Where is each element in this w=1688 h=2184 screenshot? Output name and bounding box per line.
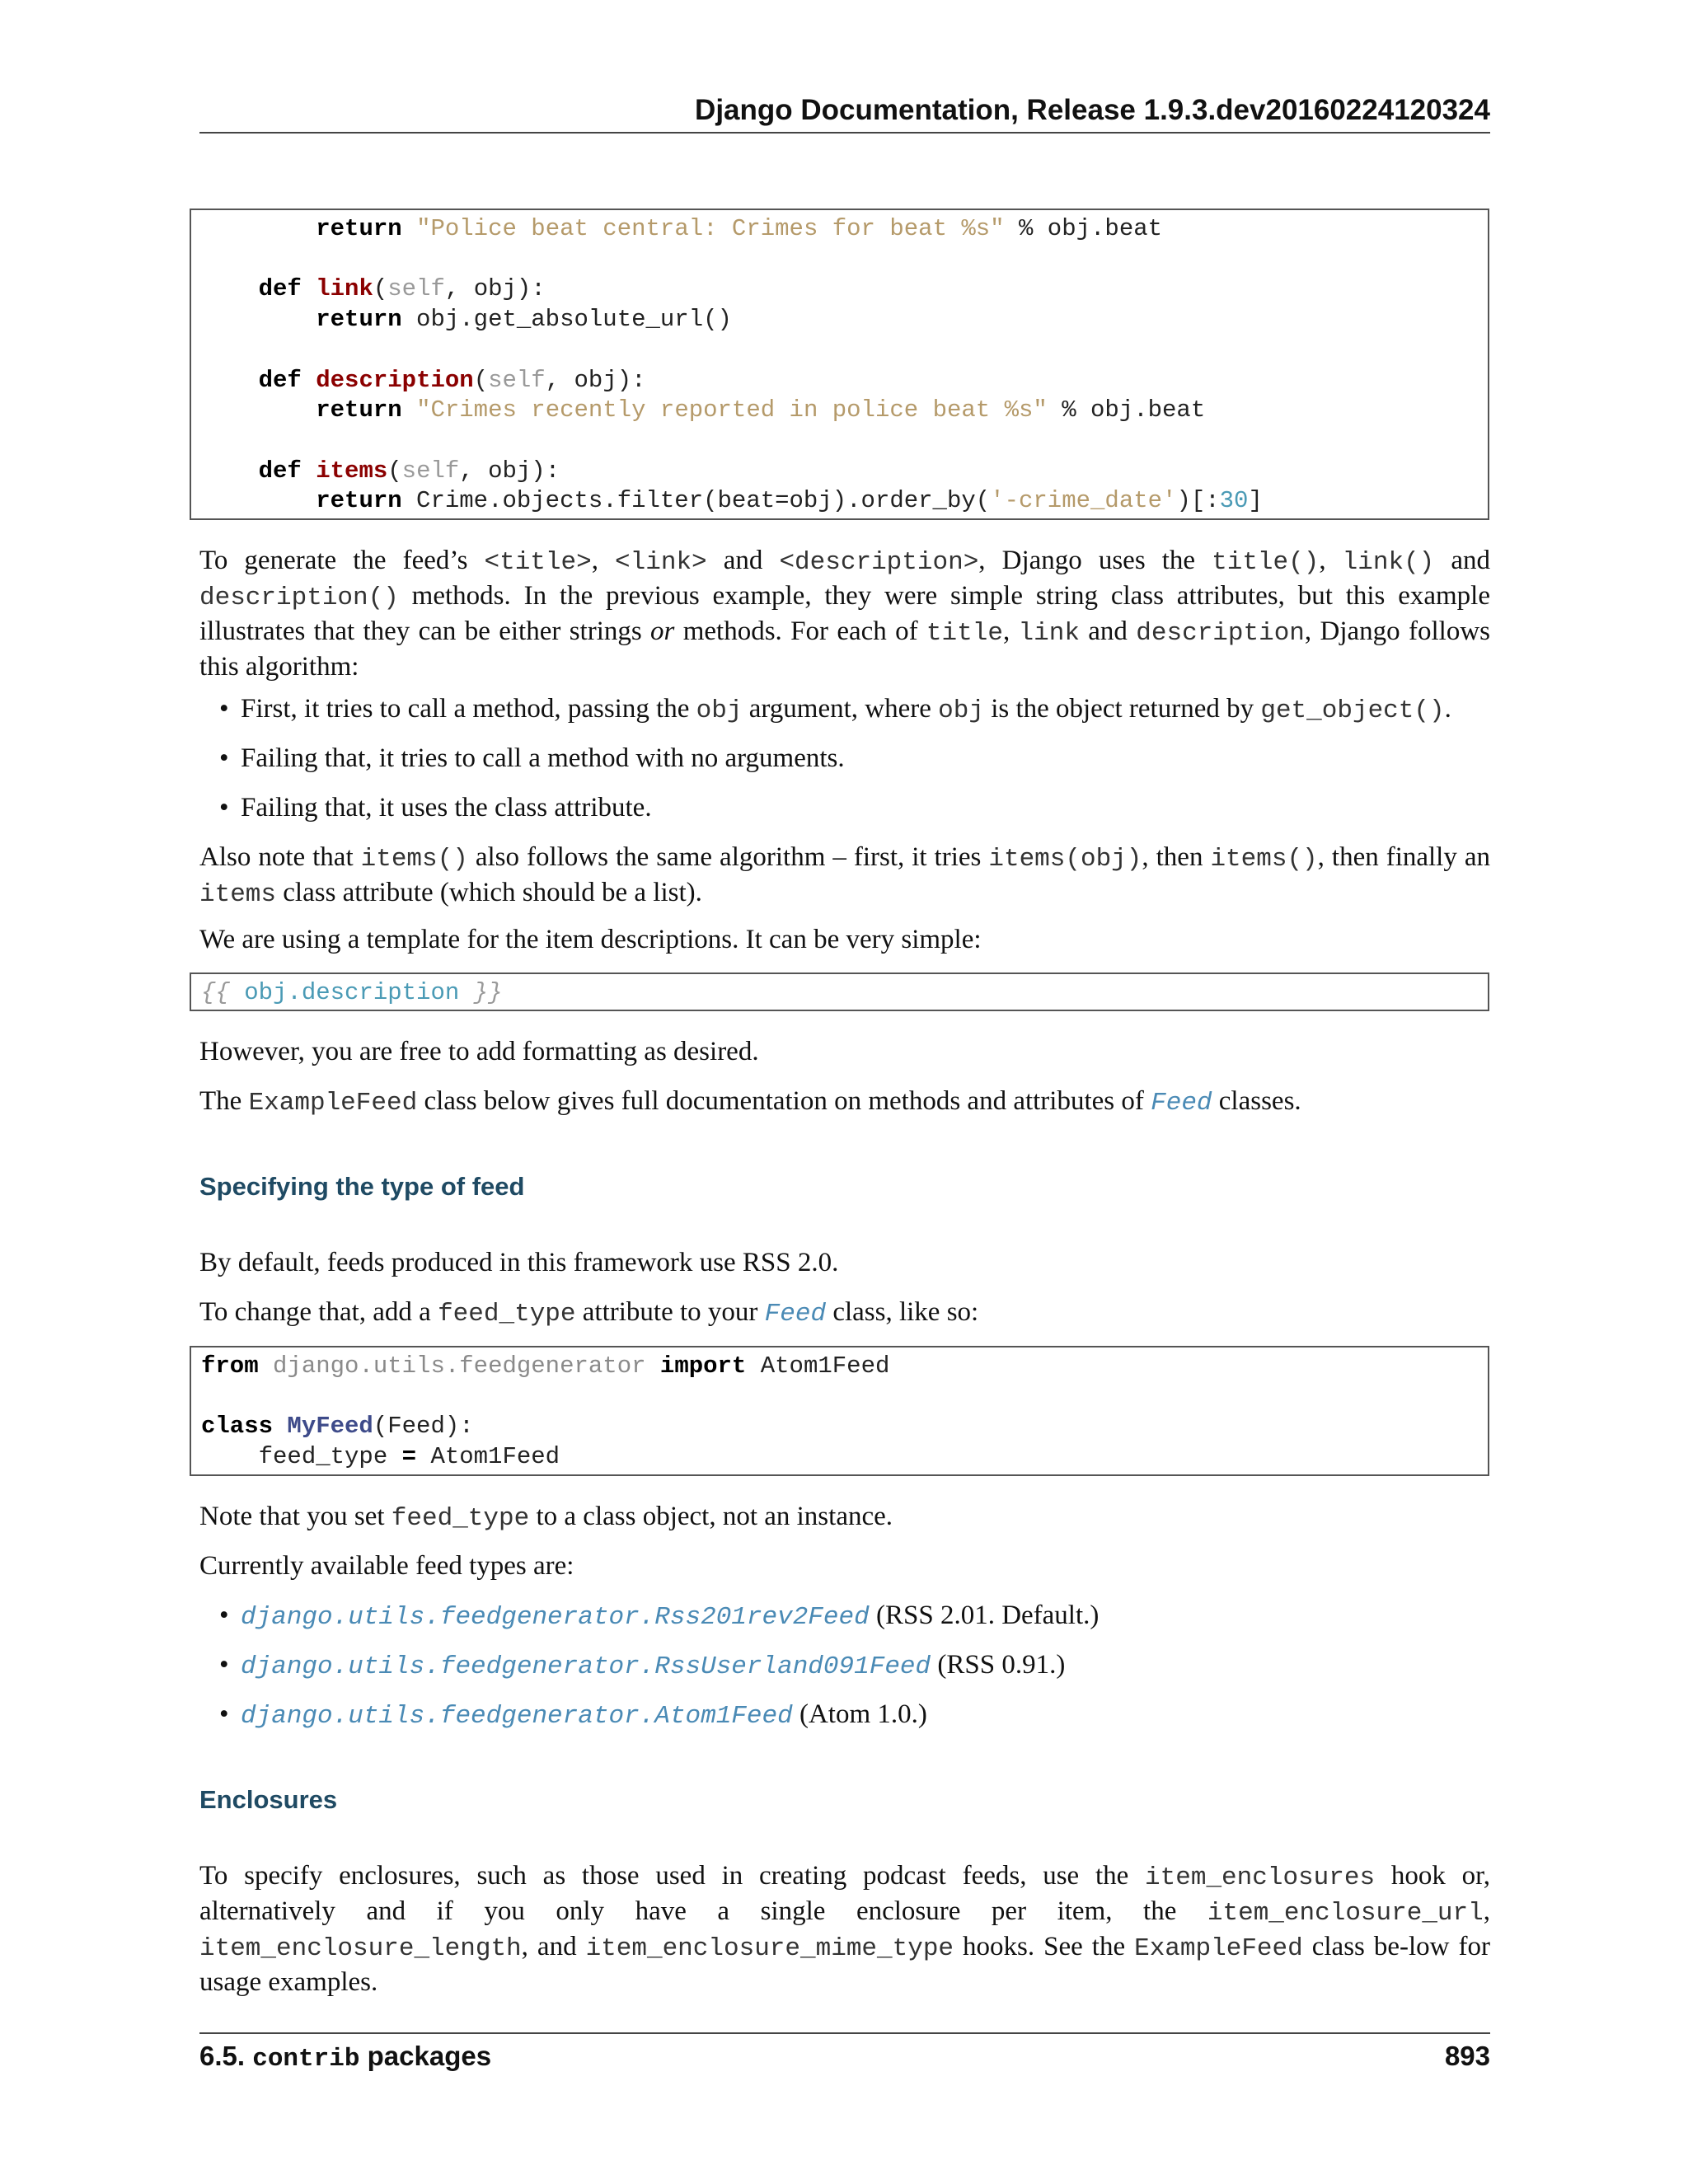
header-title: Django Documentation, Release 1.9.3.dev20160224120324 [695,94,1490,126]
feed-link[interactable]: Feed [1151,1089,1212,1118]
feed-type-link[interactable]: django.utils.feedgenerator.Rss201rev2Feed [241,1603,870,1632]
feed-type-link[interactable]: django.utils.feedgenerator.Atom1Feed [241,1702,793,1731]
paragraph-formatting: However, you are free to add formatting as desired. [199,1037,759,1066]
code-line: feed_type = Atom1Feed [201,1443,560,1471]
list-item: • django.utils.feedgenerator.Atom1Feed (Atom 1.0.) [241,1698,927,1733]
feed-type-link[interactable]: django.utils.feedgenerator.RssUserland091Feed [241,1652,931,1681]
paragraph-class-object: Note that you set feed_type to a class object, not an instance. [199,1502,893,1533]
list-item: • First, it tries to call a method, passing the obj argument, where obj is the object returned by get_object(). [241,692,1451,728]
code-block-feed-type [190,1346,1489,1476]
list-item: • Failing that, it uses the class attribute. [241,791,652,824]
paragraph-change-feed-type: To change that, add a feed_type attribute to your Feed class, like so: [199,1297,979,1329]
code-line: return "Police beat central: Crimes for beat %s" % obj.beat [316,215,1163,242]
code-line: def link(self, obj): [258,275,546,303]
feed-link[interactable]: Feed [764,1300,827,1329]
page-footer [199,2032,1490,2074]
paragraph-template-intro: We are using a template for the item descriptions. It can be very simple: [199,925,982,954]
page-number: 893 [1444,2041,1490,2071]
code-line: def items(self, obj): [258,457,560,485]
code-block-template: {{ obj.description }} [190,972,1489,1011]
code-line: return Crime.objects.filter(beat=obj).order_by('-crime_date')[:30] [316,487,1263,515]
code-line: return "Crimes recently reported in police beat %s" % obj.beat [316,396,1206,424]
page-header [199,92,1490,134]
list-item: • Failing that, it tries to call a method with no arguments. [241,742,845,775]
document-page [199,0,1490,2184]
section-heading: Enclosures [199,1785,338,1814]
code-line: return obj.get_absolute_url() [316,306,732,334]
section-heading: Specifying the type of feed [199,1172,525,1201]
paragraph-examplefeed: The ExampleFeed class below gives full documentation on methods and attributes of Feed classes. [199,1086,1301,1118]
paragraph-default-rss: By default, feeds produced in this framework use RSS 2.0. [199,1248,839,1277]
code-line: class MyFeed(Feed): [201,1413,474,1441]
paragraph-items-algorithm: Also note that items() also follows the same algorithm – first, it tries items(obj), then items(), then finally an items class attribute (which should be a list). [199,842,1490,909]
paragraph-available-types: Currently available feed types are: [199,1551,574,1581]
paragraph-enclosures: To specify enclosures, such as those used in creating podcast feeds, use the item_enclosures hook or, alternatively and if you only have a single enclosure per item, the item_enclosure_url, item_enclosure_length, and item_enclosure_mime_type hooks. See the ExampleFeed class be-low for usage examples. [199,1861,1491,1997]
list-item: • django.utils.feedgenerator.RssUserland091Feed (RSS 0.91.) [241,1648,1065,1684]
footer-section: 6.5. contrib packages [199,2041,492,2074]
code-line: def description(self, obj): [258,366,646,394]
paragraph-feed-elements: To generate the feed’s <title>, <link> and <description>, Django uses the title(), link() and description() methods. In the previous example, they were simple string class attributes, but this example illustrates that they can be either strings or methods. For each of title, link and description, Django follows this algorithm: [199,546,1491,682]
code-block-feed-methods [190,209,1489,520]
list-item: • django.utils.feedgenerator.Rss201rev2Feed (RSS 2.01. Default.) [241,1599,1099,1634]
code-line: from django.utils.feedgenerator import Atom1Feed [201,1352,890,1380]
